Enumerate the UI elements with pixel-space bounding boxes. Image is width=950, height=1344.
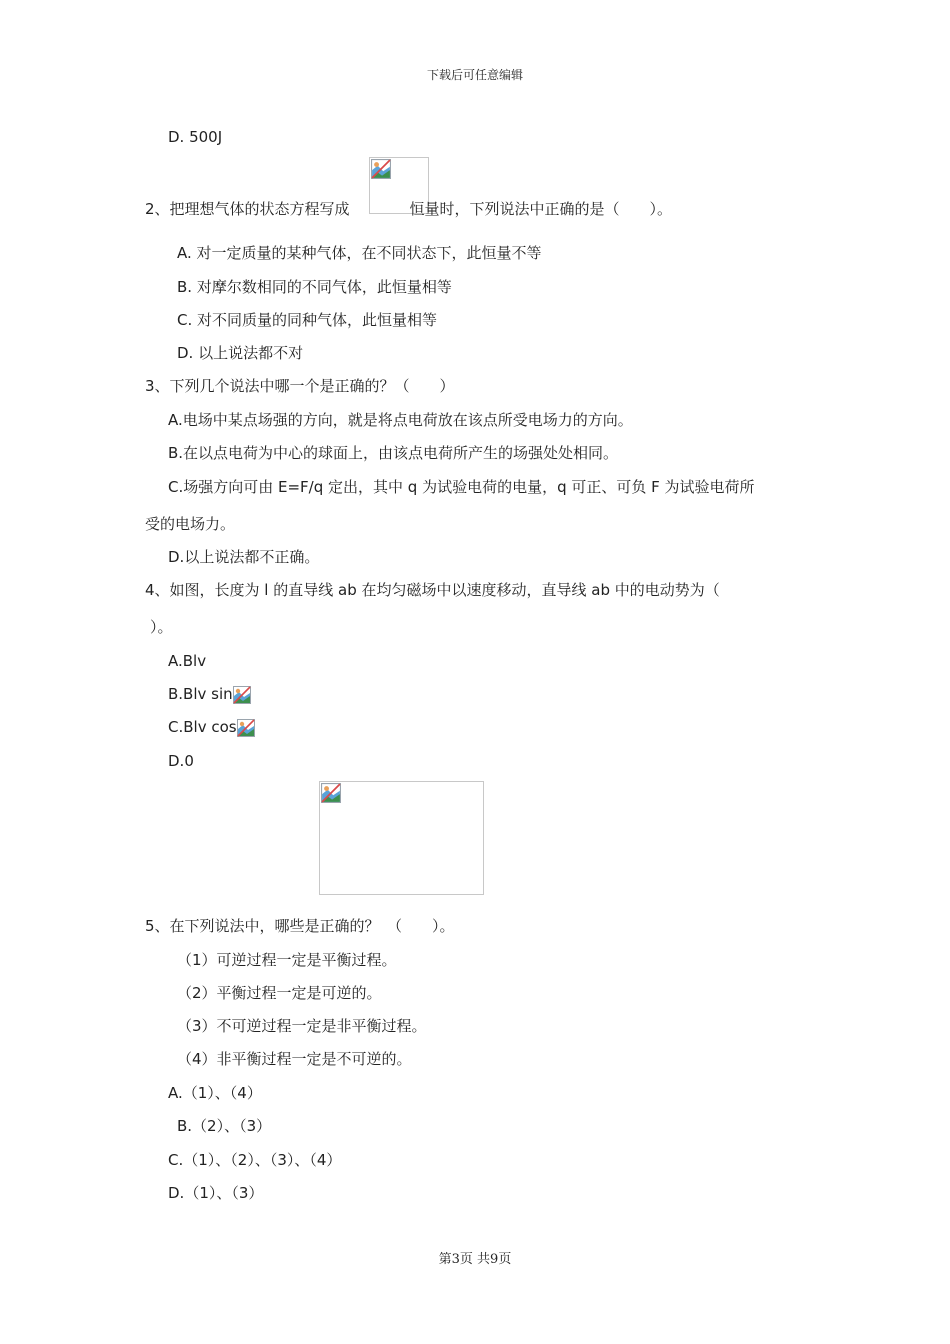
q2-option-c: C. 对不同质量的同种气体，此恒量相等 [177, 311, 438, 329]
broken-image-icon [233, 686, 251, 704]
q4-stem-line2: ）。 [150, 618, 173, 636]
q3-stem: 3、下列几个说法中哪一个是正确的？（ ） [145, 377, 455, 395]
q3-option-a: A.电场中某点场强的方向，就是将点电荷放在该点所受电场力的方向。 [168, 411, 633, 429]
q4-option-c-text: C.Blv cos [168, 718, 237, 736]
q4-option-c [168, 717, 255, 737]
broken-image-icon [237, 719, 255, 737]
q4-stem-line1: 4、如图，长度为 l 的直导线 ab 在均匀磁场中以速度移动，直导线 ab 中的电动势为（ [145, 581, 720, 599]
q2-stem-before: 2、把理想气体的状态方程写成 [145, 200, 350, 218]
q2-option-b: B. 对摩尔数相同的不同气体，此恒量相等 [177, 278, 452, 296]
q4-option-b [168, 684, 251, 704]
q5-option-c: C.（1）、（2）、（3）、（4） [168, 1151, 342, 1169]
q5-statement-4: （4）非平衡过程一定是不可逆的。 [177, 1050, 412, 1068]
q3-option-b: B.在以点电荷为中心的球面上，由该点电荷所产生的场强处处相同。 [168, 444, 619, 462]
q2-option-a: A. 对一定质量的某种气体，在不同状态下，此恒量不等 [177, 244, 542, 262]
broken-image-icon [321, 783, 341, 803]
q5-statement-2: （2）平衡过程一定是可逆的。 [177, 984, 382, 1002]
q2-option-d: D. 以上说法都不对 [177, 344, 304, 362]
q5-option-b: B.（2）、（3） [177, 1117, 272, 1135]
q3-option-d: D.以上说法都不正确。 [168, 548, 320, 566]
figure-image-placeholder [319, 781, 484, 895]
page-header: 下载后可任意编辑 [426, 68, 523, 82]
page-footer: 第3页 共9页 [438, 1252, 512, 1267]
q3-option-c-line1: C.场强方向可由 E=F/q 定出，其中 q 为试验电荷的电量，q 可正、可负 F 为试验电荷所 [168, 478, 755, 496]
q5-statement-3: （3）不可逆过程一定是非平衡过程。 [177, 1017, 427, 1035]
q5-option-a: A.（1）、（4） [168, 1084, 262, 1102]
q4-option-b-text: B.Blv sin [168, 685, 233, 703]
broken-image-icon [371, 159, 391, 179]
q5-statement-1: （1）可逆过程一定是平衡过程。 [177, 951, 397, 969]
q2-stem [145, 199, 672, 219]
q4-option-d: D.0 [168, 752, 194, 770]
q2-stem-after: 恒量时，下列说法中正确的是（ ）。 [409, 200, 673, 218]
q5-option-d: D.（1）、（3） [168, 1184, 264, 1202]
q4-option-a: A.Blv [168, 652, 207, 670]
q5-stem: 5、在下列说法中，哪些是正确的？ （ ）。 [145, 917, 455, 935]
q1-option-d: D. 500J [168, 128, 223, 146]
q3-option-c-line2: 受的电场力。 [145, 515, 236, 533]
